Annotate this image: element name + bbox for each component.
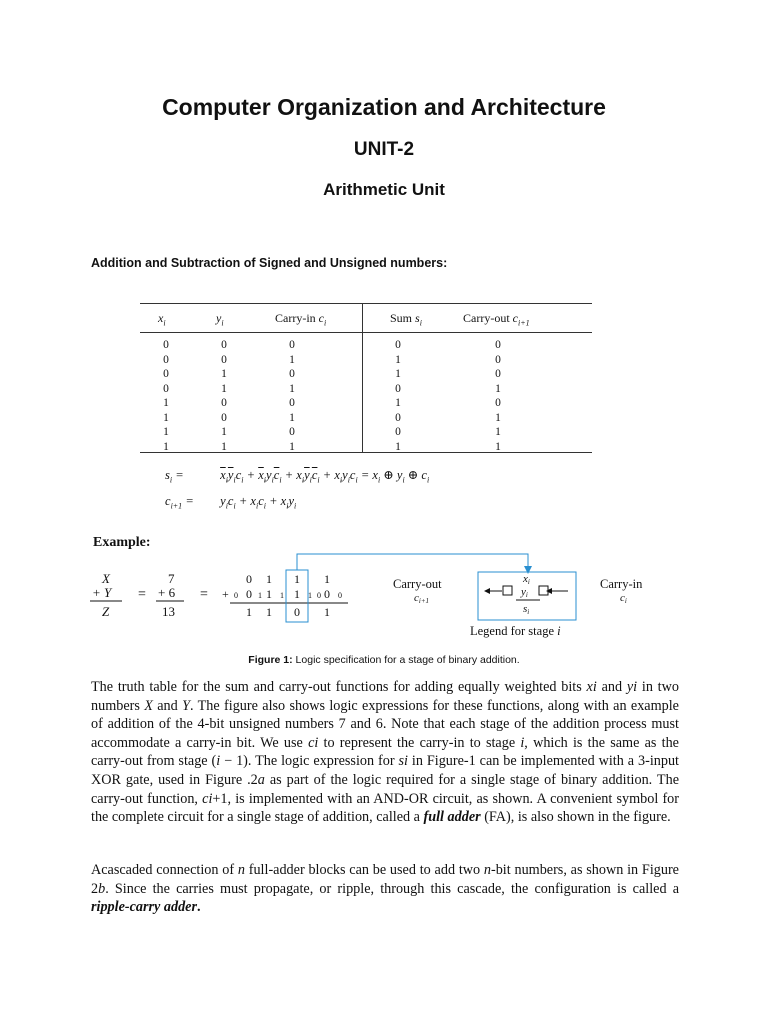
table-cell: 0 xyxy=(289,397,295,409)
table-cell: 1 xyxy=(221,440,227,453)
table-cell: 1 xyxy=(495,426,501,438)
table-divider xyxy=(362,303,363,453)
example-z: Z xyxy=(102,604,110,619)
stage-carry-out-label: Carry-out xyxy=(393,577,442,591)
table-cell: 1 xyxy=(395,440,401,453)
table-cell: 1 xyxy=(163,397,169,409)
header-xi: $x_i$ xyxy=(158,311,166,328)
table-cell: 1 xyxy=(495,411,501,424)
example-plus-six: + 6 xyxy=(158,585,176,600)
table-cell: 1 xyxy=(495,382,501,395)
unit-heading: UNIT-2 xyxy=(353,139,415,160)
bin-top-0: 0 xyxy=(246,572,252,586)
table-cell: 0 xyxy=(221,397,227,409)
table-header-rule xyxy=(140,332,592,333)
bin-bot-1: 1 xyxy=(266,587,272,601)
table-cell: 1 xyxy=(163,440,169,453)
table-cell: 1 xyxy=(395,353,401,366)
bin-res-3: 1 xyxy=(324,605,330,619)
table-cell: 1 xyxy=(289,440,295,453)
table-cell: 0 xyxy=(495,339,501,351)
header-carry-in: Carry-in $c_i$ xyxy=(275,311,327,328)
addition-example-figure xyxy=(80,548,700,650)
table-cell: 0 xyxy=(289,339,295,351)
table-cell: 0 xyxy=(495,397,501,409)
table-cell: 0 xyxy=(221,411,227,424)
table-cell: 0 xyxy=(221,339,227,351)
table-cell: 0 xyxy=(163,368,169,380)
header-carry-out: Carry-out $c_{i+1}$ xyxy=(463,311,530,328)
truth-table xyxy=(140,303,592,453)
table-cell: 0 xyxy=(395,411,401,424)
legend-in-arrowhead xyxy=(546,588,552,594)
caption-label: Figure 1: xyxy=(248,654,293,666)
table-cell: 1 xyxy=(395,368,401,380)
example-thirteen: 13 xyxy=(162,604,175,619)
bin-bot-0: 0 xyxy=(246,587,252,601)
legend-right-square xyxy=(539,586,548,595)
table-cell: 1 xyxy=(395,397,401,409)
example-seven: 7 xyxy=(168,571,175,586)
table-cell: 1 xyxy=(289,411,295,424)
table-bottom-rule xyxy=(140,452,592,453)
table-cell: 0 xyxy=(163,353,169,366)
table-cell: 1 xyxy=(495,440,501,453)
sum-lhs: $s_i$ = xyxy=(165,468,184,485)
legend-out-arrowhead xyxy=(484,588,490,594)
sum-rhs: $\overline{x}_i\overline{y}_ic_i + \overline{x}_iy_i\overline{c}_i + x_i\overline{y}_i\overline{c}_i + x_iy_ic_i = x_i$ ⊕ $y_i$ ⊕ $c_i$ xyxy=(220,468,430,485)
bin-res-0: 1 xyxy=(246,605,252,619)
stage-carry-in-label: Carry-in xyxy=(600,577,643,591)
example-label: Example: xyxy=(93,535,151,550)
section-title: Arithmetic Unit xyxy=(323,180,445,199)
legend-left-square xyxy=(503,586,512,595)
table-cell: 0 xyxy=(395,339,401,351)
example-plus-y: + Y xyxy=(92,585,112,600)
body-paragraph-2: Acascaded connection of n full-adder blocks can be used to add two n-bit numbers, as shown in Figure 2b. Since the carries must propagate, or ripple, through this cascade, the configuration is called a ripple-carry adder. xyxy=(91,862,679,916)
example-x: X xyxy=(102,571,110,586)
table-cell: 0 xyxy=(395,382,401,395)
table-cell: 0 xyxy=(163,382,169,395)
table-cell: 1 xyxy=(221,426,227,438)
equals-sign-2: = xyxy=(200,587,208,602)
table-cell: 0 xyxy=(221,353,227,366)
legend-caption: Legend for stage i xyxy=(470,624,561,638)
legend-xi: xi xyxy=(523,573,530,586)
bin-bot-2: 1 xyxy=(294,587,300,601)
bin-res-2: 0 xyxy=(294,605,300,619)
bin-bot-3: 0 xyxy=(324,587,330,601)
carry-0: 0 xyxy=(234,591,238,600)
table-cell: 0 xyxy=(163,339,169,351)
equals-sign-1: = xyxy=(138,587,146,602)
carry-lhs: $c_{i+1}$ = xyxy=(165,493,194,510)
section-heading: Addition and Subtraction of Signed and Unsigned numbers: xyxy=(91,256,448,270)
bin-plus: + xyxy=(222,587,229,601)
page-title: Computer Organization and Architecture xyxy=(162,94,606,120)
carry-1: 1 xyxy=(258,591,262,600)
table-cell: 0 xyxy=(289,368,295,380)
stage-connector-line xyxy=(297,554,528,570)
bin-top-2: 1 xyxy=(294,572,300,586)
carry-equation xyxy=(165,491,429,517)
table-top-rule xyxy=(140,303,592,304)
carry-rhs: $y_ic_i + x_ic_i + x_iy_i$ xyxy=(220,493,297,510)
table-cell: 0 xyxy=(495,368,501,380)
legend-si: si xyxy=(523,603,530,616)
carry-5: 0 xyxy=(338,591,342,600)
logic-equations xyxy=(165,465,429,516)
legend-yi: yi xyxy=(521,586,528,599)
header-yi: $y_i$ xyxy=(216,311,224,328)
table-cell: 0 xyxy=(395,426,401,438)
stage-carry-out-symbol: ci+1 xyxy=(414,592,430,605)
carry-4: 0 xyxy=(317,591,321,600)
table-cell: 1 xyxy=(163,411,169,424)
table-cell: 1 xyxy=(221,382,227,395)
carry-3: 1 xyxy=(308,591,312,600)
table-cell: 1 xyxy=(289,382,295,395)
stage-carry-in-symbol: ci xyxy=(620,592,627,605)
bin-res-1: 1 xyxy=(266,605,272,619)
table-cell: 1 xyxy=(289,353,295,366)
header-sum: Sum $s_i$ xyxy=(390,311,422,328)
table-cell: 0 xyxy=(495,353,501,366)
caption-text: Logic specification for a stage of binary addition. xyxy=(292,654,520,666)
bin-top-3: 1 xyxy=(324,572,330,586)
table-cell: 1 xyxy=(163,426,169,438)
body-paragraph-1: The truth table for the sum and carry-out functions for adding equally weighted bits xi and yi in two numbers X and Y. The figure also shows logic expressions for these functions, along with an example of addition of the 4-bit unsigned numbers 7 and 6. Note that each stage of the addition process must accommodate a carry-in bit. We use ci to represent the carry-in to stage i, which is the same as the carry-out from stage (i − 1). The logic expression for si in Figure-1 can be implemented with a 3-input XOR gate, used in Figure .2a as part of the logic required for a single stage of binary addition. The carry-out function, ci+1, is implemented with an AND-OR circuit, as shown. A convenient symbol for the complete circuit for a single stage of addition, called a full adder (FA), is also shown in the figure. xyxy=(91,679,679,826)
figure-caption xyxy=(0,654,768,666)
carry-2: 1 xyxy=(280,591,284,600)
table-cell: 1 xyxy=(221,368,227,380)
sum-equation xyxy=(165,465,429,491)
table-cell: 0 xyxy=(289,426,295,438)
bin-top-1: 1 xyxy=(266,572,272,586)
